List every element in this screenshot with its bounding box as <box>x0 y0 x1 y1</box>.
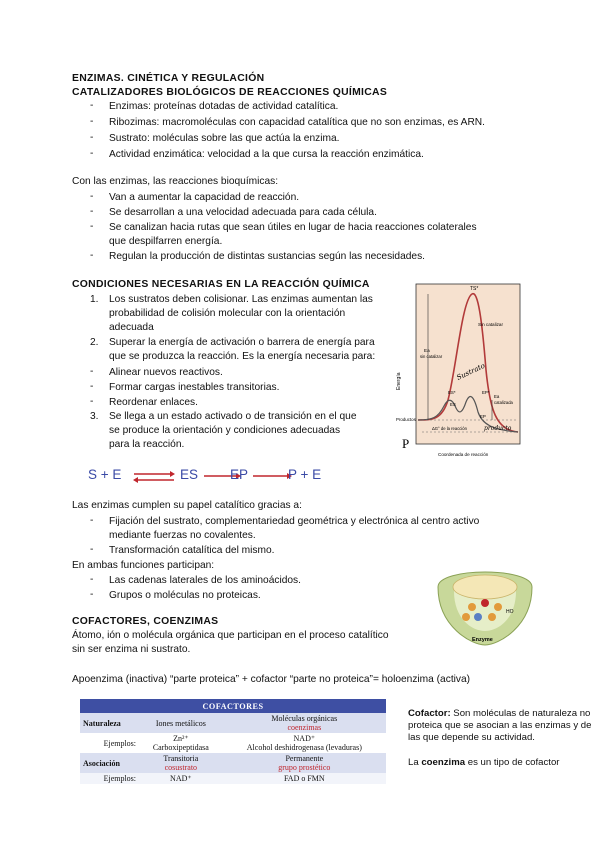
eq-pe: P + E <box>288 467 322 482</box>
svg-text:Productos: Productos <box>396 417 416 422</box>
handwritten-p: P <box>402 436 410 451</box>
enzyme-label: Enzyme <box>472 637 493 643</box>
cofac-def-1: Átomo, ión o molécula orgánica que participan en el proceso catalítico <box>72 630 389 641</box>
enzyme-illustration <box>432 557 538 647</box>
list-item: Se desarrollan a una velocidad adecuada para cada célula. <box>109 207 377 218</box>
energy-diagram <box>392 280 522 465</box>
svg-text:EP*: EP* <box>482 390 490 395</box>
eq-se: S + E <box>88 467 122 482</box>
svg-text:catalizada: catalizada <box>494 400 513 405</box>
list-item: Van a aumentar la capacidad de reacción. <box>109 192 300 203</box>
table-header: COFACTORES <box>80 699 386 713</box>
list-item: Los sustratos deben colisionar. Las enzimas aumentan las <box>109 294 373 305</box>
svg-text:ES*: ES* <box>448 390 456 395</box>
title-catalizadores: CATALIZADORES BIOLÓGICOS DE REACCIONES QUÍMICAS <box>72 87 388 98</box>
svg-text:Ea: Ea <box>424 348 430 353</box>
svg-text:ES: ES <box>450 402 456 407</box>
apoenzima-line: Apoenzima (inactiva) “parte proteica” + cofactor “parte no proteica”= holoenzima (activa) <box>72 674 471 685</box>
amb-intro: En ambas funciones participan: <box>72 560 215 571</box>
list-item: Alinear nuevos reactivos. <box>109 367 223 378</box>
svg-text:HO: HO <box>506 609 514 615</box>
eq-es: ES <box>180 467 199 482</box>
list-item: Regulan la producción de distintas sustancias según las necesidades. <box>109 251 426 262</box>
svg-text:EP: EP <box>480 414 486 419</box>
list-item: mediante fuerzas no covalentes. <box>109 530 256 541</box>
cofactor-note: Cofactor: Son moléculas de naturaleza no proteica que se asocian a las enzimas y de las que depende su actividad. <box>408 708 592 743</box>
table-row: Ejemplos: NAD⁺ FAD o FMN <box>80 773 386 784</box>
list-item: Transformación catalítica del mismo. <box>109 545 275 556</box>
eq-ep: EP <box>230 467 249 482</box>
cofac-def-2: sin ser enzima ni sustrato. <box>72 644 191 655</box>
list-item: Fijación del sustrato, complementariedad geométrica y electrónica al centro activo <box>109 516 480 527</box>
eq-arrow-reversible <box>132 467 176 487</box>
list-item: que despilfarren energía. <box>109 236 223 247</box>
svg-text:Coordenada de reacción: Coordenada de reacción <box>438 452 489 457</box>
list-item: que se produzca la reacción. Es la energía necesaria para: <box>109 351 376 362</box>
cat-intro: Las enzimas cumplen su papel catalítico gracias a: <box>72 500 302 511</box>
title-condiciones: CONDICIONES NECESARIAS EN LA REACCIÓN QUÍMICA <box>72 279 370 290</box>
cofactores-table <box>80 699 386 784</box>
list-item: Ribozimas: macromoléculas con capacidad catalítica que no son enzimas, es ARN. <box>109 117 485 128</box>
title-cofactores: COFACTORES, COENZIMAS <box>72 616 219 627</box>
handwritten-producto: producto <box>484 425 512 432</box>
list-item: adecuada <box>109 322 154 333</box>
svg-text:sin catalizar: sin catalizar <box>420 354 443 359</box>
list-item: se produce la orientación y condiciones adecuadas <box>109 425 341 436</box>
list-item: Reordenar enlaces. <box>109 397 198 408</box>
list-item: Enzimas: proteínas dotadas de actividad catalítica. <box>109 101 339 112</box>
svg-text:Sin catalizar: Sin catalizar <box>478 322 504 327</box>
list-item: Sustrato: moléculas sobre las que actúa la enzima. <box>109 133 340 144</box>
list-item: probabilidad de colisión molecular con la orientación <box>109 308 346 319</box>
title-enzimas: ENZIMAS. CINÉTICA Y REGULACIÓN <box>72 73 265 84</box>
list-item: Se llega a un estado activado o de transición en el que <box>109 411 357 422</box>
eq-arrow-2 <box>251 467 293 487</box>
list-item: Se canalizan hacia rutas que sean útiles en lugar de hacia reacciones colaterales <box>109 222 477 233</box>
svg-text:Ea: Ea <box>494 394 500 399</box>
list-item: Superar la energía de activación o barrera de energía para <box>109 337 375 348</box>
table-row: Asociación Transitoria cosustrato Permanente grupo prostético <box>80 753 386 773</box>
list-item: Formar cargas inestables transitorias. <box>109 382 280 393</box>
svg-text:Energía: Energía <box>396 372 402 390</box>
ts-label: TS* <box>470 286 479 292</box>
list-item: para la reacción. <box>109 439 185 450</box>
table-row: Ejemplos: Zn²⁺ Carboxipeptidasa NAD⁺ Alcohol deshidrogenasa (levaduras) <box>103 734 362 752</box>
handwritten-sustrato: Sustrato <box>455 361 487 382</box>
coenzima-note: La coenzima es un tipo de cofactor <box>408 757 560 768</box>
substrate <box>453 575 517 599</box>
table-row: Naturaleza Iones metálicos Moléculas orgánicas coenzimas <box>80 713 386 733</box>
svg-text:ΔG° de la reacción: ΔG° de la reacción <box>432 426 467 431</box>
list-item: Grupos o moléculas no proteicas. <box>109 590 261 601</box>
intro-bioquimicas: Con las enzimas, las reacciones bioquímicas: <box>72 176 279 187</box>
list-item: Actividad enzimática: velocidad a la que cursa la reacción enzimática. <box>109 149 424 160</box>
list-item: Las cadenas laterales de los aminoácidos. <box>109 575 301 586</box>
